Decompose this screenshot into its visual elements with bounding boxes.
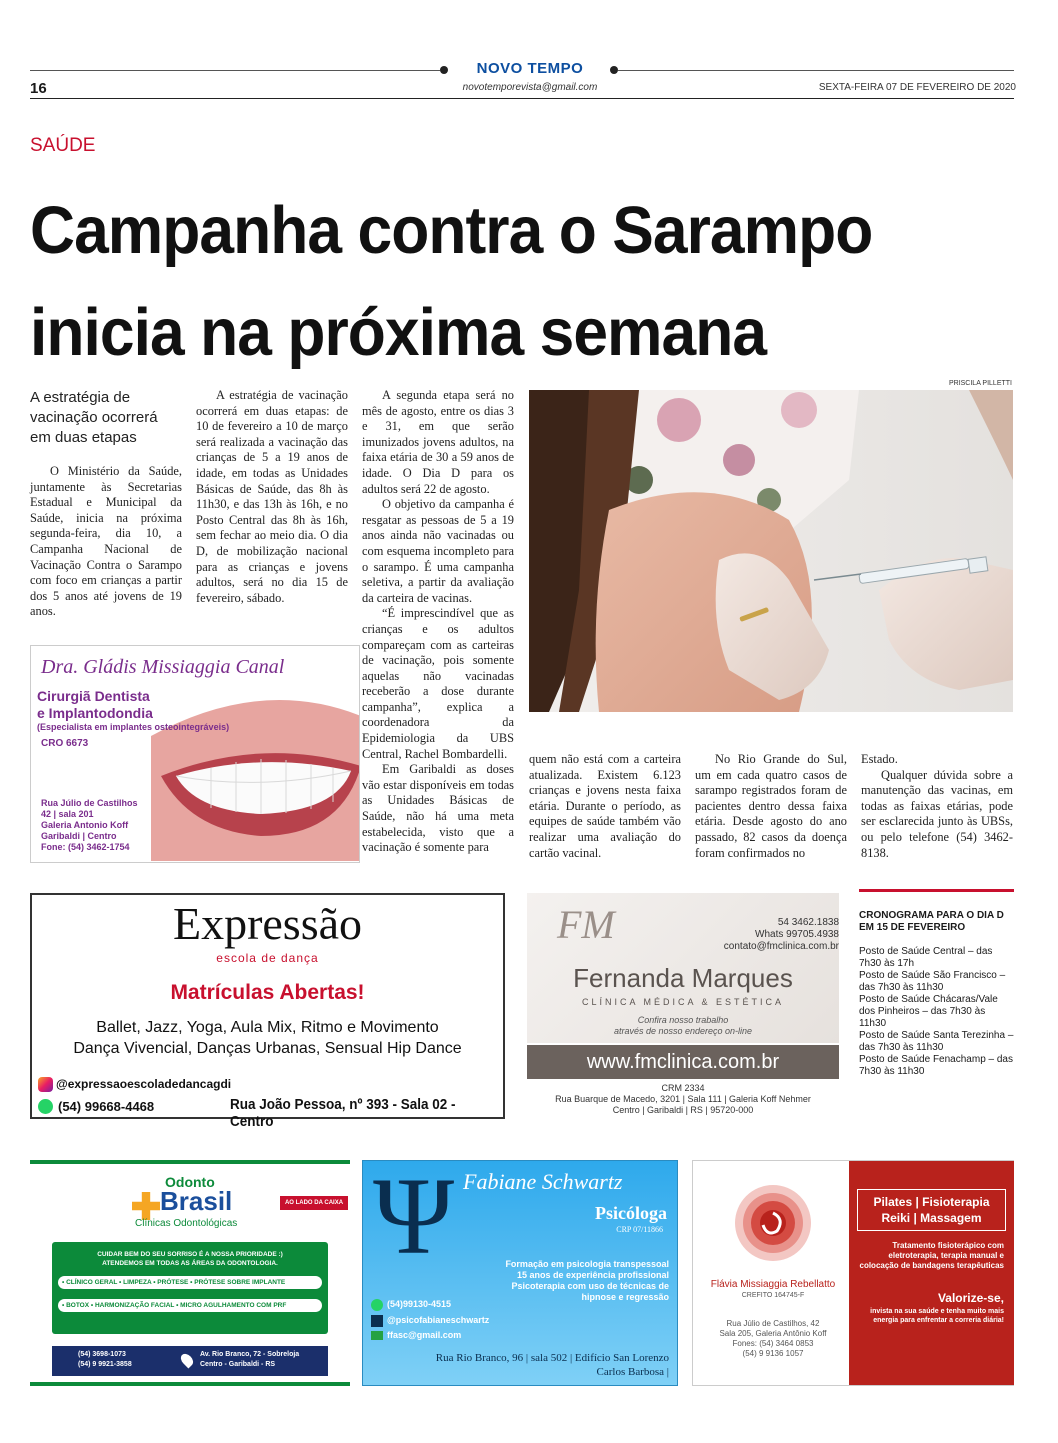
expressao-headline: Matrículas Abertas! [170, 981, 365, 1004]
fm-whats: Whats 99705.4938 [755, 929, 839, 940]
expressao-classes-2: Dança Vivencial, Danças Urbanas, Sensual Hip Dance [73, 1040, 462, 1057]
expressao-brand [32, 897, 503, 950]
headline-line-2: inicia na próxima semana [30, 295, 767, 370]
psi-description-line: 15 anos de experiência profissional [516, 1270, 669, 1280]
psi-name: Fabiane Schwartz [463, 1169, 623, 1194]
odonto-address-line: Centro - Garibaldi - RS [200, 1361, 276, 1368]
dentist-phone: Fone: (54) 3462-1754 [41, 842, 130, 852]
header-bottom-rule [30, 98, 1014, 99]
article-paragraph: Qualquer dúvida sobre a manutenção das vacinas, em todas as faixas etárias, pode ser esclarecida junto às UBSs, ou pelo telefone (54) 3462-8138. [861, 767, 1013, 860]
odonto-phone[interactable]: (54) 3698-1073 [78, 1351, 126, 1358]
whatsapp-icon [38, 1099, 53, 1114]
psi-description-line: Formação em psicologia transpessoal [505, 1259, 669, 1269]
sidebar-item: Posto de Saúde Chácaras/Vale dos Pinheiros – das 7h30 às 11h30 [859, 994, 998, 1029]
psi-address-line: Rua Rio Branco, 96 | sala 502 | Edifício San Lorenzo [435, 1352, 669, 1364]
fm-clinica-ad[interactable] [527, 893, 839, 1129]
publication-name: NOVO TEMPO [476, 60, 584, 77]
expressao-instagram[interactable]: @expressaoescoladedancagdi [56, 1077, 232, 1091]
email-icon [371, 1331, 383, 1340]
sidebar-title: CRONOGRAMA PARA O DIA D EM 15 DE FEVEREIRO [859, 910, 1004, 933]
odonto-message-line: CUIDAR BEM DO SEU SORRISO É A NOSSA PRIORIDADE :) [97, 1251, 283, 1258]
odonto-services-panel [52, 1242, 328, 1334]
section-tag: SAÚDE [30, 135, 96, 156]
dentist-contact [41, 798, 138, 853]
article-paragraph: O objetivo da campanha é resgatar as pessoas de 5 a 19 anos ainda não vacinadas ou com esquema incompleto para o sarampo. É uma campanha seletiva, a partir da avaliação da carteira de vacinas. [362, 497, 514, 605]
odonto-address-line: Av. Rio Branco, 72 - Sobreloja [200, 1351, 300, 1358]
page-number: 16 [30, 80, 47, 97]
odonto-brand-sub: Clínicas Odontológicas [135, 1218, 238, 1229]
flavia-phone[interactable]: (54) 9 9136 1057 [742, 1349, 804, 1358]
odonto-brasil-ad[interactable] [30, 1160, 350, 1386]
vaccination-illustration [529, 390, 1013, 712]
header-dot-right [610, 66, 618, 74]
dentist-address-line: Galeria Antonio Koff [41, 820, 129, 830]
psi-address [369, 1351, 669, 1379]
fm-tagline-1: Confira nosso trabalho [637, 1015, 729, 1025]
fm-email[interactable]: contato@fmclinica.com.br [723, 941, 839, 952]
dentist-title-1: Cirurgiã Dentista [37, 688, 150, 704]
expressao-classes-1: Ballet, Jazz, Yoga, Aula Mix, Ritmo e Movimento [96, 1019, 439, 1036]
article-column-6 [861, 752, 1013, 861]
odonto-services-2: • BOTOX • HARMONIZAÇÃO FACIAL • MICRO AGULHAMENTO COM PRF [58, 1299, 322, 1312]
expressao-whatsapp[interactable]: (54) 99668-4468 [58, 1099, 155, 1114]
fm-monogram: FM [557, 902, 615, 947]
article-paragraph: No Rio Grande do Sul, um em cada quatro casos de sarampo registrados foram de pacientes dentro dessa faixa etária. Desde agosto do ano passado, 82 casos da doença foram confirmados no [695, 752, 847, 860]
odonto-badge: AO LADO DA CAIXA [280, 1196, 348, 1210]
odonto-address [200, 1350, 299, 1370]
fm-url[interactable]: www.fmclinica.com.br [527, 1045, 839, 1079]
flavia-phone[interactable]: Fones: (54) 3464 0853 [732, 1339, 814, 1348]
expressao-subtitle: escola de dança [216, 951, 319, 965]
odonto-brand-top: Odonto [165, 1174, 215, 1190]
article-column-4 [529, 752, 681, 861]
article-column-3 [362, 388, 514, 856]
dentist-title-2: e Implantodondia [37, 705, 153, 721]
psi-description-line: Psicoterapia com uso de técnicas de [511, 1281, 669, 1291]
sidebar-item: Posto de Saúde Central – das 7h30 às 17h [859, 946, 993, 969]
sidebar-item: Posto de Saúde Santa Terezinha – das 7h30 às 11h30 [859, 1030, 1014, 1053]
flavia-red-panel [849, 1161, 1014, 1385]
expressao-ad[interactable] [30, 893, 505, 1130]
flavia-services-line: Reiki | Massagem [881, 1211, 982, 1225]
psi-symbol-icon: Ψ [373, 1155, 455, 1277]
sidebar-item: Posto de Saúde São Francisco – das 7h30 às 11h30 [859, 970, 1006, 993]
article-column-2 [196, 388, 348, 606]
flavia-description: Tratamento fisioterápico com eletroterapia, terapia manual e colocação de bandagens terapêuticas [859, 1241, 1004, 1270]
publication-email: novotemporevista@gmail.com [462, 82, 598, 93]
dentist-cro: CRO 6673 [41, 738, 89, 749]
odonto-phone[interactable]: (54) 9 9921-3858 [78, 1361, 132, 1368]
article-paragraph: Estado. [861, 752, 898, 766]
article-paragraph: A estratégia de vacinação ocorrerá em duas etapas: de 10 de fevereiro a 10 de março será realizada a vacinação das crianças de 5 a 19 anos de idade, em todas as Unidades Básicas de Saúde, das 8h às 11h30, e das 13h às 16h, e no Posto Central das 8h às 16h, sem fechar ao meio dia. O dia D, de mobilização nacional para as crianças e jovens adultos, será no dia 15 de fevereiro, sábado. [196, 388, 348, 605]
headline [30, 180, 941, 384]
facebook-icon [371, 1315, 383, 1327]
dentist-address-line: Rua Júlio de Castilhos [41, 798, 138, 808]
fm-phone: 54 3462.1838 [777, 917, 839, 928]
psi-crp: CRP 07/11866 [616, 1225, 663, 1234]
flavia-services-line: Pilates | Fisioterapia [873, 1195, 990, 1209]
flavia-address [693, 1319, 853, 1359]
publication-date: SEXTA-FEIRA 07 DE FEVEREIRO DE 2020 [818, 82, 1016, 93]
header-rule-right [618, 70, 1014, 71]
article-lead: A estratégia de vacinação ocorrerá em duas etapas [30, 389, 158, 446]
article-column-5 [695, 752, 847, 861]
smile-icon [151, 696, 360, 861]
psi-address-line: Carlos Barbosa | [596, 1366, 669, 1378]
spiral-logo-icon [733, 1183, 813, 1263]
location-pin-icon [179, 1352, 196, 1369]
photo-credit: PRISCILA PILLETTI [948, 380, 1012, 387]
dentist-specialty: (Especialista em implantes osteointegráveis) [37, 722, 230, 732]
flavia-cta: Valorize-se, [937, 1291, 1004, 1305]
cross-icon [132, 1192, 160, 1220]
dentist-ad[interactable] [30, 645, 360, 863]
psi-description-line: hipnose e regressão [581, 1292, 669, 1302]
flavia-cta-description: invista na sua saúde e tenha muito mais energia para enfrentar a correria diária! [870, 1308, 1004, 1324]
flavia-crefito: CREFITO 164745-F [741, 1292, 805, 1299]
odonto-contact-bar [52, 1346, 328, 1376]
article-paragraph: quem não está com a carteira atualizada. Existem 6.123 crianças e jovens nesta faixa etária. Durante o período, as equipes de saúde também vão realizar uma avaliação do cartão vacinal. [529, 752, 681, 860]
header-rule-left [30, 70, 440, 71]
dentist-name: Dra. Gládis Missiaggia Canal [41, 656, 285, 678]
psi-whatsapp[interactable]: (54)99130-4515 [387, 1299, 452, 1309]
expressao-brand-text: Expressão [172, 898, 363, 949]
psi-role: Psicóloga [595, 1203, 667, 1223]
psi-facebook[interactable]: @psicofabianeschwartz [387, 1315, 490, 1325]
article-column-1 [30, 464, 182, 620]
whatsapp-icon [371, 1299, 383, 1311]
dentist-address-line: 42 | sala 201 [41, 809, 94, 819]
article-paragraph: “É imprescindível que as crianças e os adultos compareçam com as carteiras de vacinação, pois somente aquelas não vacinadas receberão a dose durante campanha”, explica a coordenadora da Epidemiologia da UBS Central, Rachel Bombardelli. [362, 606, 514, 761]
psi-description [505, 1259, 669, 1303]
sidebar-list [859, 946, 1014, 1078]
psi-email[interactable]: ffasc@gmail.com [387, 1330, 462, 1340]
odonto-services-1: • CLÍNICO GERAL • LIMPEZA • PRÓTESE • PRÓTESE SOBRE IMPLANTE [58, 1276, 322, 1289]
instagram-icon [38, 1077, 53, 1092]
sidebar-rule [859, 889, 1014, 892]
fm-tagline-2: através de nosso endereço on-line [613, 1026, 753, 1036]
flavia-address-line: Sala 205, Galeria Antônio Koff [719, 1329, 827, 1338]
odonto-brand-main: Brasil [160, 1186, 233, 1216]
fm-contacts [724, 917, 839, 953]
sidebar-item: Posto de Saúde Fenachamp – das 7h30 às 11h30 [859, 1054, 1013, 1077]
fm-name: Fernanda Marques [573, 963, 793, 993]
flavia-services [857, 1189, 1006, 1231]
odonto-message [52, 1250, 328, 1268]
article-paragraph: A segunda etapa será no mês de agosto, entre os dias 3 e 31, em que serão imunizados jovens adultos, na faixa etária de 30 a 59 anos de idade. O Dia D para os adultos será 22 de agosto. [362, 388, 514, 496]
psicologa-ad[interactable] [362, 1155, 678, 1386]
flavia-address-line: Rua Júlio de Castilhos, 42 [726, 1319, 820, 1328]
fm-address-line: Rua Buarque de Macedo, 3201 | Sala 111 | Galeria Koff Nehmer [555, 1094, 811, 1104]
fm-address-line: Centro | Garibaldi | RS | 95720-000 [612, 1105, 754, 1115]
flavia-name: Flávia Missiaggia Rebellatto [710, 1279, 836, 1290]
fm-crm: CRM 2334 [661, 1083, 705, 1093]
fm-subtitle: CLÍNICA MÉDICA & ESTÉTICA [581, 997, 785, 1007]
article-photo [529, 390, 1013, 712]
flavia-ad[interactable] [692, 1160, 1014, 1386]
dentist-address-line: Garibaldi | Centro [41, 831, 117, 841]
schedule-sidebar [859, 889, 1014, 1078]
expressao-address: Rua João Pessoa, nº 393 - Sala 02 - Centro [230, 1096, 456, 1130]
article-paragraph: Em Garibaldi as doses vão estar disponíveis em todas as Unidades Básicas de Saúde, não há uma meta estabelecida, visto que a vacinação é somente para [362, 762, 514, 855]
odonto-phones [78, 1350, 132, 1370]
article-paragraph: O Ministério da Saúde, juntamente às Secretarias Estadual e Municipal da Saúde, inicia na próxima segunda-feira, dia 10, a Campanha Nacional de Vacinação Contra o Sarampo com foco em crianças a partir dos 5 anos até jovens de 19 anos. [30, 464, 182, 619]
odonto-message-line: ATENDEMOS EM TODAS AS ÁREAS DA ODONTOLOGIA. [102, 1260, 278, 1267]
fm-address [527, 1083, 839, 1116]
headline-line-1: Campanha contra o Sarampo [30, 193, 873, 268]
